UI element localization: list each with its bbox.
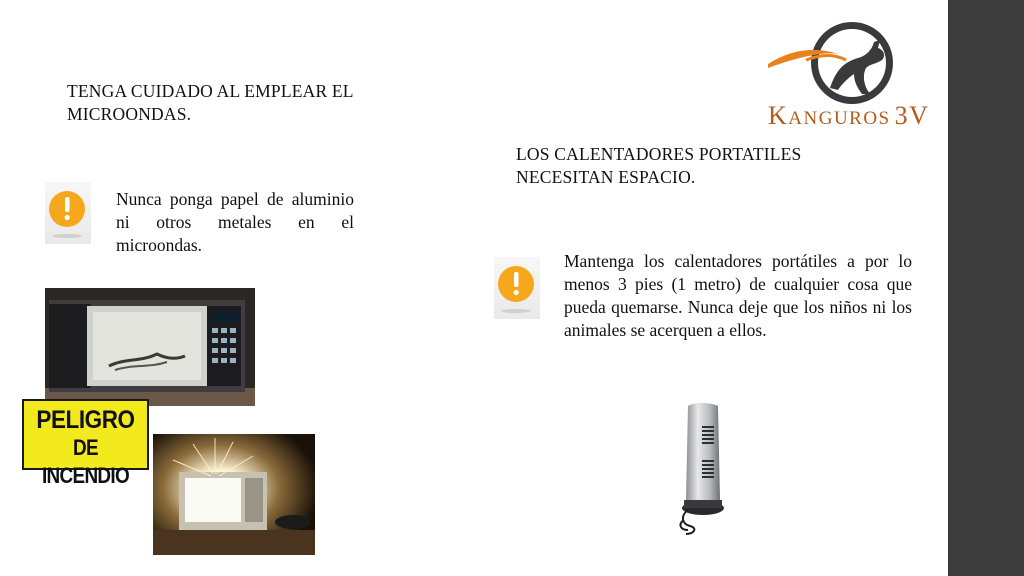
microwave-photo bbox=[45, 288, 255, 406]
left-paragraph: Nunca ponga papel de aluminio ni otros metales en el microondas. bbox=[116, 189, 354, 255]
right-alert-box bbox=[494, 257, 540, 319]
logo-rest: ANGUROS bbox=[788, 108, 891, 129]
danger-sign-line2: DE INCENDIO bbox=[41, 435, 129, 488]
danger-sign bbox=[22, 399, 149, 488]
exclamation-circle-icon bbox=[494, 257, 540, 319]
left-alert-box bbox=[45, 182, 91, 244]
right-paragraph: Mantenga los calentadores portátiles a por lo menos 3 pies (1 metro) de cualquier cosa que pueda quemarse. Nunca deje que los niños ni los animales se acerquen a ellos. bbox=[564, 251, 912, 340]
kangaroo-logo-icon bbox=[766, 20, 896, 104]
logo-first-letter: K bbox=[768, 101, 789, 130]
logo-suffix: 3V bbox=[894, 101, 930, 130]
space-heater-photo bbox=[676, 400, 732, 540]
logo-wordmark bbox=[768, 101, 929, 131]
left-heading: TENGA CUIDADO AL EMPLEAR EL MICROONDAS. bbox=[67, 81, 354, 124]
right-heading: LOS CALENTADORES PORTATILES NECESITAN ESPACIO. bbox=[516, 144, 802, 187]
right-sidebar-bar bbox=[948, 0, 1024, 576]
exclamation-circle-icon bbox=[45, 182, 91, 244]
microwave-fire-photo bbox=[153, 434, 315, 555]
danger-sign-line1: PELIGRO bbox=[36, 406, 135, 434]
